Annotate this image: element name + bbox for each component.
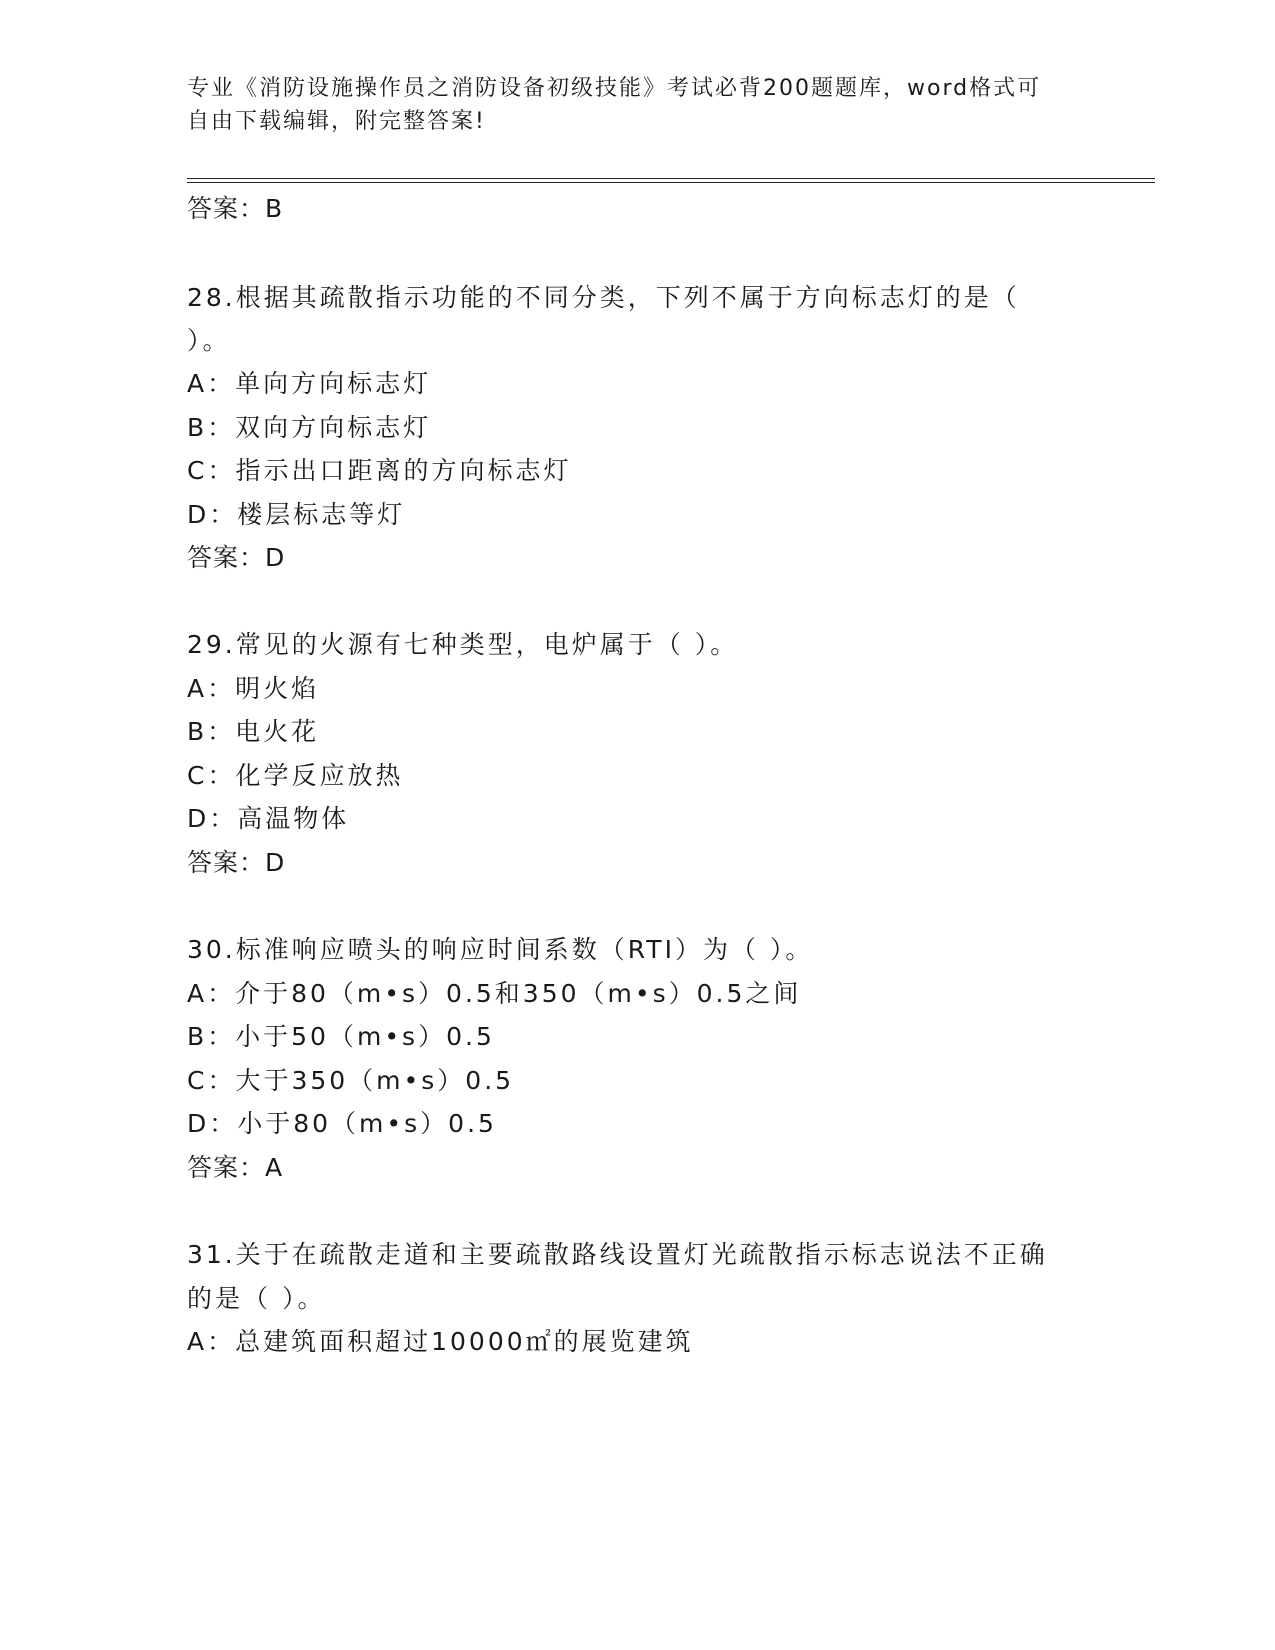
question-30-answer: 答案：A bbox=[187, 1153, 284, 1182]
header-line-2: 自由下载编辑，附完整答案! bbox=[187, 109, 486, 134]
question-30-option-c: C：大于350（m•s）0.5 bbox=[187, 1066, 515, 1095]
question-29-option-c: C：化学反应放热 bbox=[187, 761, 404, 790]
question-30-option-d: D：小于80（m•s）0.5 bbox=[187, 1109, 497, 1138]
question-29-option-d: D：高温物体 bbox=[187, 804, 350, 833]
question-31-option-a: A：总建筑面积超过10000㎡的展览建筑 bbox=[187, 1327, 694, 1356]
question-28-stem-line-2: ）。 bbox=[187, 326, 231, 355]
question-29-option-a: A：明火焰 bbox=[187, 674, 320, 703]
previous-answer: 答案：B bbox=[187, 194, 284, 223]
question-28-option-d: D：楼层标志等灯 bbox=[187, 500, 406, 529]
question-30-option-a: A：介于80（m•s）0.5和350（m•s）0.5之间 bbox=[187, 979, 802, 1008]
question-29-answer: 答案：D bbox=[187, 848, 286, 877]
question-28-option-b: B：双向方向标志灯 bbox=[187, 413, 432, 442]
question-28-option-c: C：指示出口距离的方向标志灯 bbox=[187, 456, 572, 485]
question-28-answer: 答案：D bbox=[187, 543, 286, 572]
question-31-stem-line-1: 31.关于在疏散走道和主要疏散路线设置灯光疏散指示标志说法不正确 bbox=[187, 1240, 1048, 1269]
question-31-stem-line-2: 的是（ ）。 bbox=[187, 1284, 326, 1313]
question-29-option-b: B：电火花 bbox=[187, 717, 320, 746]
question-30-option-b: B：小于50（m•s）0.5 bbox=[187, 1022, 495, 1051]
header-divider bbox=[187, 178, 1155, 183]
question-30-stem-line-1: 30.标准响应喷头的响应时间系数（RTI）为（ ）。 bbox=[187, 935, 814, 964]
question-29-stem-line-1: 29.常见的火源有七种类型，电炉属于（ ）。 bbox=[187, 630, 739, 659]
question-28-stem-line-1: 28.根据其疏散指示功能的不同分类，下列不属于方向标志灯的是（ bbox=[187, 283, 1020, 312]
header-line-1: 专业《消防设施操作员之消防设备初级技能》考试必背200题题库，word格式可 bbox=[187, 76, 1042, 101]
document-header bbox=[187, 72, 1087, 138]
question-28-option-a: A：单向方向标志灯 bbox=[187, 369, 432, 398]
